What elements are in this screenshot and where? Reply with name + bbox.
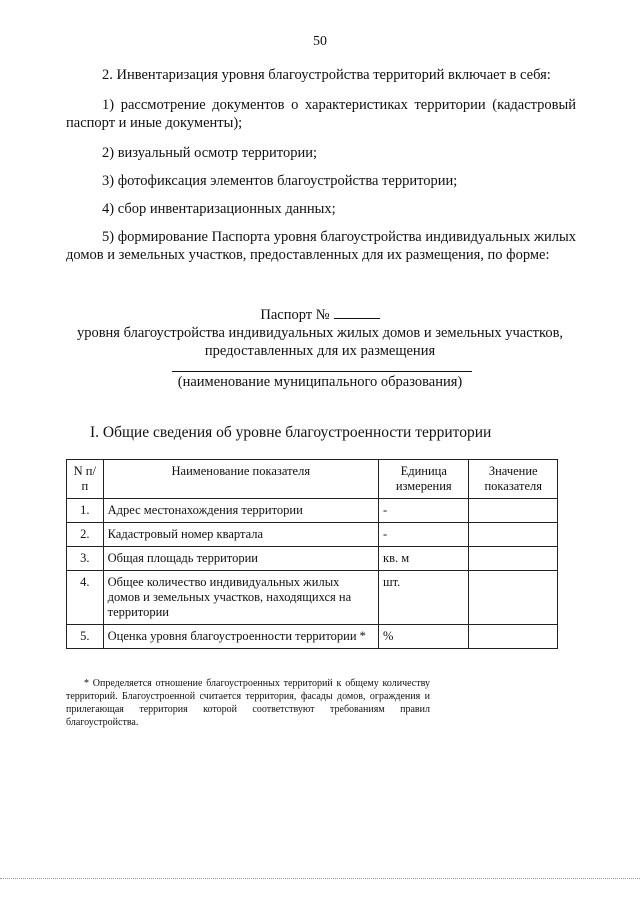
row-num: 3. xyxy=(67,547,104,571)
section-heading: I. Общие сведения об уровне благоустроенности территории xyxy=(90,424,492,441)
paragraph-item-passport-forming: 5) формирование Паспорта уровня благоустройства индивидуальных жилых домов и земельных участков, предоставленных для их размещения, по форме: xyxy=(66,229,576,263)
page-number: 50 xyxy=(313,34,327,49)
header-value: Значение показателя xyxy=(469,460,558,499)
paragraph-inventory-intro: 2. Инвентаризация уровня благоустройства территорий включает в себя: xyxy=(102,67,551,83)
table-row xyxy=(67,499,558,523)
row-name: Общее количество индивидуальных жилых домов и земельных участков, находящихся на территории xyxy=(103,571,378,625)
row-value xyxy=(469,625,558,649)
row-name: Общая площадь территории xyxy=(103,547,378,571)
row-value xyxy=(469,547,558,571)
footnote-text: * Определяется отношение благоустроенных территорий к общему количеству территорий. Благоустроенной считается территория, фасады домов, ограждения и прилегающая территория которой соответствуют требованиям правил благоустройства. xyxy=(66,678,430,728)
row-unit: кв. м xyxy=(379,547,469,571)
row-unit: % xyxy=(379,625,469,649)
table-header-row xyxy=(67,460,558,499)
row-unit: - xyxy=(379,523,469,547)
row-name: Оценка уровня благоустроенности территории * xyxy=(103,625,378,649)
header-num: N п/п xyxy=(67,460,104,499)
passport-number-blank xyxy=(334,306,380,319)
passport-title xyxy=(0,306,640,324)
paragraph-item-visual-inspection: 2) визуальный осмотр территории; xyxy=(102,145,317,161)
table-row xyxy=(67,547,558,571)
paragraph-item-documents: 1) рассмотрение документов о характеристиках территории (кадастровый паспорт и иные документы); xyxy=(66,97,576,131)
row-unit: шт. xyxy=(379,571,469,625)
row-value xyxy=(469,523,558,547)
row-num: 2. xyxy=(67,523,104,547)
paragraph-item-data-collection: 4) сбор инвентаризационных данных; xyxy=(102,201,336,217)
table-row xyxy=(67,571,558,625)
row-name: Адрес местонахождения территории xyxy=(103,499,378,523)
row-num: 4. xyxy=(67,571,104,625)
header-unit: Единица измерения xyxy=(379,460,469,499)
row-value xyxy=(469,571,558,625)
row-num: 1. xyxy=(67,499,104,523)
footnote xyxy=(66,677,430,729)
row-name: Кадастровый номер квартала xyxy=(103,523,378,547)
row-unit: - xyxy=(379,499,469,523)
row-value xyxy=(469,499,558,523)
bottom-divider xyxy=(0,878,640,879)
table-row xyxy=(67,625,558,649)
passport-title-text: Паспорт № xyxy=(260,307,330,323)
passport-subtitle: уровня благоустройства индивидуальных жилых домов и земельных участков, предоставленных для их размещения xyxy=(76,325,564,359)
table-row xyxy=(67,523,558,547)
paragraph-item-photo-fixation: 3) фотофиксация элементов благоустройства территории; xyxy=(102,173,458,189)
row-num: 5. xyxy=(67,625,104,649)
general-info-table xyxy=(66,459,558,649)
header-name: Наименование показателя xyxy=(103,460,378,499)
municipal-name-label: (наименование муниципального образования) xyxy=(177,374,463,390)
municipal-name-line xyxy=(172,371,472,372)
